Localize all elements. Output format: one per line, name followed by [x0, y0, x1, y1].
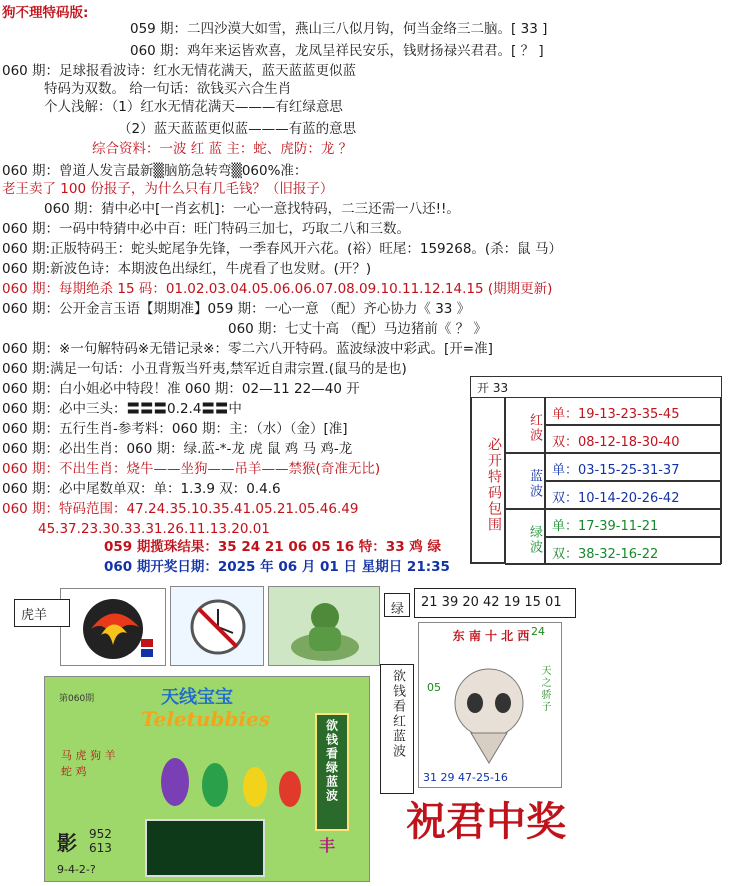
text-line: 059 期：二四沙漠大如雪，燕山三八似月钩，何当金络三二脑。[ 33 ]: [130, 21, 548, 37]
text-line: 060 期：足球报看波诗：红水无情花满天，蓝天蓝蓝更似蓝: [2, 63, 357, 79]
text-line: 060 期：※一句解特码※无错记录※：零二六八开特码。蓝波绿波中彩武。[开=准]: [2, 341, 493, 357]
skull-image: [418, 622, 562, 788]
double-numbers: 双：08-12-18-30-40: [545, 425, 721, 453]
text-line: 060 期：不出生肖：烧牛——坐狗——吊羊——禁猴(奇准无比): [2, 461, 381, 477]
side-banner: [315, 713, 349, 831]
clock-icon: [171, 587, 264, 666]
wave-label: 绿波: [505, 509, 545, 565]
text-line: 个人浅解：（1）红水无情花满天———有红绿意思: [44, 99, 343, 115]
teletubbies-figures-icon: [145, 737, 315, 817]
buddha-icon: [269, 587, 380, 666]
single-numbers: 单：17-39-11-21: [545, 509, 721, 537]
page-title: 狗不理特码版:: [2, 5, 89, 21]
fire-logo-icon: [61, 589, 166, 666]
text-line: 060 期：必中尾数单双：单：1.3.9 双：0.4.6: [2, 481, 281, 497]
single-numbers: 单：19-13-23-35-45: [545, 397, 721, 425]
text-line: 综合资料：一波 红 蓝 主：蛇、虎防：龙 ？: [92, 141, 353, 157]
text-line: 060 期：必中三头：〓〓〓0.2.4〓〓中: [2, 401, 242, 417]
text-line: 060 期：每期绝杀 15 码：01.02.03.04.05.06.06.07.08.09.10.11.12.14.15 (期期更新): [2, 281, 553, 297]
vertical-hint-callout: 欲钱看红蓝波: [380, 664, 414, 794]
text-line: 060 期:新波色诗：本期波色出绿红，牛虎看了也发财。(开？): [2, 261, 372, 277]
text-line: 060 期：一码中特猜中必中百：旺门特码三加七，巧取二八和三数。: [2, 221, 411, 237]
text-line: 060 期：猜中必中[一肖玄机]：一心一意找特码，二三还需一八还!!。: [44, 201, 460, 217]
skull-corner: 24: [531, 625, 545, 638]
text-line: 45.37.23.30.33.31.26.11.13.20.01: [38, 521, 270, 537]
panel-title: 必开特码包围: [471, 397, 505, 563]
buddha-image: [268, 586, 380, 666]
text-line: （2）蓝天蓝蓝更似蓝———有蓝的意思: [118, 121, 357, 137]
bottom-seq: 9-4-2-?: [57, 863, 96, 876]
symbol-char: 丰: [319, 836, 336, 855]
text-line: 060 期:正版特码王：蛇头蛇尾争先锋，一季春风开六花。(裕）旺尾：159268。(杀：鼠 马）: [2, 241, 562, 257]
green-callout: 绿: [384, 593, 410, 617]
tiger-sheep-callout: 虎羊: [14, 599, 70, 627]
text-line: 060 期：七丈十高 （配）马边猪前《 ？ 》: [228, 321, 487, 337]
single-numbers: 单：03-15-25-31-37: [545, 453, 721, 481]
text-line: 060 期：五行生肖-参考料：060 期：主：（水）（金）[准]: [2, 421, 348, 437]
text-line: 060 期：曾道人发言最新▒脑筋急转弯▒060%准：: [2, 163, 308, 179]
wave-label: 红波: [505, 397, 545, 453]
clock-image: [170, 586, 264, 666]
wave-label: 蓝波: [505, 453, 545, 509]
text-line: 060 期：鸡年来运皆欢喜，龙凤呈祥民安乐，钱财扬禄兴君君。[ ？ ]: [130, 43, 544, 59]
shadow-char: 影: [57, 831, 77, 855]
side-banner-text: 欲钱看绿蓝波: [324, 719, 339, 803]
text-line: 060 期：必出生肖：060 期：绿.蓝-*-龙 虎 鼠 鸡 马 鸡-龙: [2, 441, 353, 457]
issue-tag: 第060期: [59, 694, 95, 704]
text-line: 059 期揽珠结果：35 24 21 06 05 16 特：33 鸡 绿: [104, 539, 441, 555]
double-numbers: 双：38-32-16-22: [545, 537, 721, 565]
skull-left: 05: [427, 681, 441, 694]
teletubbies-title: 天线宝宝: [161, 687, 233, 708]
teletubbies-subtitle: Teletubbies: [141, 707, 270, 731]
congrats-text: 祝君中奖: [406, 798, 566, 845]
chalkboard: [145, 819, 265, 877]
skull-side-text: 天之骄子: [539, 665, 550, 713]
teletubbies-image: [44, 676, 370, 882]
text-line: 特码为双数。 给一句话：欲钱买六合生肖: [44, 81, 292, 97]
panel-open-label: 开 33: [477, 381, 509, 395]
zodiac-words: 马 虎 狗 羊 蛇 鸡: [61, 749, 116, 778]
text-line: 060 期：公开金言玉语【期期准】059 期：一心一意 （配）齐心协力《 33 》: [2, 301, 471, 317]
skull-top-text: 东 南 十 北 西: [452, 629, 530, 643]
text-line: 老王卖了 100 份报子，为什么只有几毛钱？（旧报子）: [2, 181, 334, 197]
double-numbers: 双：10-14-20-26-42: [545, 481, 721, 509]
bottom-numbers: 952 613: [89, 827, 112, 855]
text-line: 060 期开奖日期：2025 年 06 月 01 日 星期日 21:35: [104, 559, 450, 575]
text-line: 060 期:满足一句话：小丑背叛当歼夷,禁军近自肃宗置.(鼠马的是也): [2, 361, 407, 377]
skull-numbers: 31 29 47-25-16: [423, 771, 508, 784]
text-line: 060 期：特码范围：47.24.35.10.35.41.05.21.05.46.49: [2, 501, 359, 517]
numbers-callout: 21 39 20 42 19 15 01: [414, 588, 576, 618]
skull-icon: [441, 663, 537, 767]
text-line: 060 期：白小姐必中特段！准 060 期：02—11 22—40 开: [2, 381, 360, 397]
fire-logo-image: [60, 588, 166, 666]
number-panel: [470, 376, 722, 564]
